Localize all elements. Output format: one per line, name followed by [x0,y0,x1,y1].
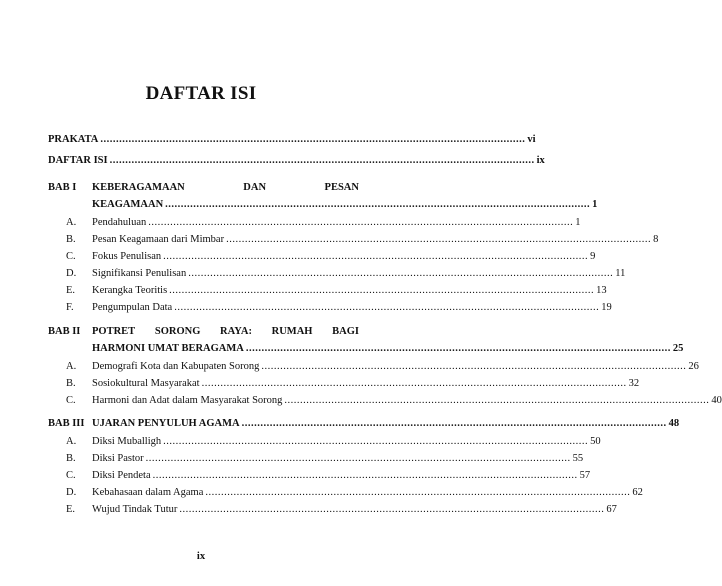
toc-leader-dots: ........................................................................................................................................ [284,395,710,406]
toc-entry-text: PRAKATA [48,134,99,145]
chapter-title-line1: POTRET SORONG RAYA: RUMAH BAGI [92,326,359,337]
toc-chapter-1-heading[interactable] [48,180,359,196]
toc-entry-text: UJARAN PENYULUH AGAMA [92,418,240,429]
chapter-number: BAB II [48,326,81,337]
chapter-number: BAB I [48,182,77,193]
toc-subentry[interactable]: A. Pendahuluan ........................................................................................................................................ 1 [48,215,359,231]
toc-page-number: 1 [592,199,598,210]
toc-entry-text: HARMONI UMAT BERAGAMA [92,343,244,354]
page-title: DAFTAR ISI [145,83,257,104]
toc-leader-dots: ........................................................................................................................................ [188,268,614,279]
toc-chapter-3-title[interactable] [48,416,680,432]
toc-leader-dots: ........................................................................................................................................ [205,487,631,498]
toc-chapter-1-title[interactable] [48,197,598,213]
toc-chapter-2-heading[interactable] [48,324,359,340]
toc-leader-dots: ........................................................................................................................................ [148,217,574,228]
toc-leader-dots: ........................................................................................................................................ [226,234,652,245]
toc-leader-dots: ........................................................................................................................................ [109,155,535,166]
toc-leader-dots: ........................................................................................................................................ [163,436,589,447]
toc-leader-dots: ........................................................................................................................................ [241,418,667,429]
toc-subentry[interactable]: E. Wujud Tindak Tutur ........................................................................................................................................ 67 [48,502,359,518]
toc-entry-text: DAFTAR ISI [48,155,108,166]
toc-leader-dots: ........................................................................................................................................ [174,302,600,313]
toc-subentry[interactable]: D. Signifikansi Penulisan ........................................................................................................................................ 11 [48,266,359,282]
toc-leader-dots: ........................................................................................................................................ [201,378,627,389]
toc-leader-dots: ........................................................................................................................................ [169,285,595,296]
toc-leader-dots: ........................................................................................................................................ [179,504,605,515]
toc-leader-dots: ........................................................................................................................................ [100,134,526,145]
toc-entry-daftar-isi[interactable] [48,153,545,169]
toc-chapter-2-title[interactable] [48,341,684,357]
toc-subentry[interactable]: C. Harmoni dan Adat dalam Masyarakat Sorong ........................................................................................................................................ 40 [48,393,359,409]
toc-entry-prakata[interactable] [48,132,536,148]
toc-leader-dots: ........................................................................................................................................ [245,343,671,354]
toc-subentry[interactable]: D. Kebahasaan dalam Agama ........................................................................................................................................ 62 [48,485,359,501]
toc-page-number: vi [527,134,536,145]
toc-subentry[interactable]: C. Diksi Pendeta ........................................................................................................................................ 57 [48,468,359,484]
chapter-title-line1: KEBERAGAMAAN DAN PESAN [92,182,359,193]
toc-leader-dots: ........................................................................................................................................ [152,470,578,481]
page-number-footer: ix [196,551,206,562]
toc-leader-dots: ........................................................................................................................................ [165,199,591,210]
toc-subentry[interactable]: F. Pengumpulan Data ........................................................................................................................................ 19 [48,300,359,316]
toc-subentry[interactable]: A. Diksi Muballigh ........................................................................................................................................ 50 [48,434,359,450]
toc-subentry[interactable]: C. Fokus Penulisan ........................................................................................................................................ 9 [48,249,359,265]
toc-page-number: ix [536,155,545,166]
toc-subentry[interactable]: B. Sosiokultural Masyarakat ........................................................................................................................................ 32 [48,376,359,392]
toc-leader-dots: ........................................................................................................................................ [145,453,571,464]
toc-leader-dots: ........................................................................................................................................ [163,251,589,262]
toc-page-number: 25 [672,343,684,354]
toc-subentry[interactable]: B. Diksi Pastor ........................................................................................................................................ 55 [48,451,359,467]
toc-page-number: 48 [668,418,680,429]
chapter-number: BAB III [48,418,85,429]
toc-leader-dots: ........................................................................................................................................ [261,361,687,372]
toc-subentry[interactable]: E. Kerangka Teoritis ........................................................................................................................................ 13 [48,283,359,299]
toc-subentry[interactable]: A. Demografi Kota dan Kabupaten Sorong ........................................................................................................................................ 26 [48,359,359,375]
toc-entry-text: KEAGAMAAN [92,199,164,210]
toc-subentry[interactable]: B. Pesan Keagamaan dari Mimbar ........................................................................................................................................ 8 [48,232,359,248]
